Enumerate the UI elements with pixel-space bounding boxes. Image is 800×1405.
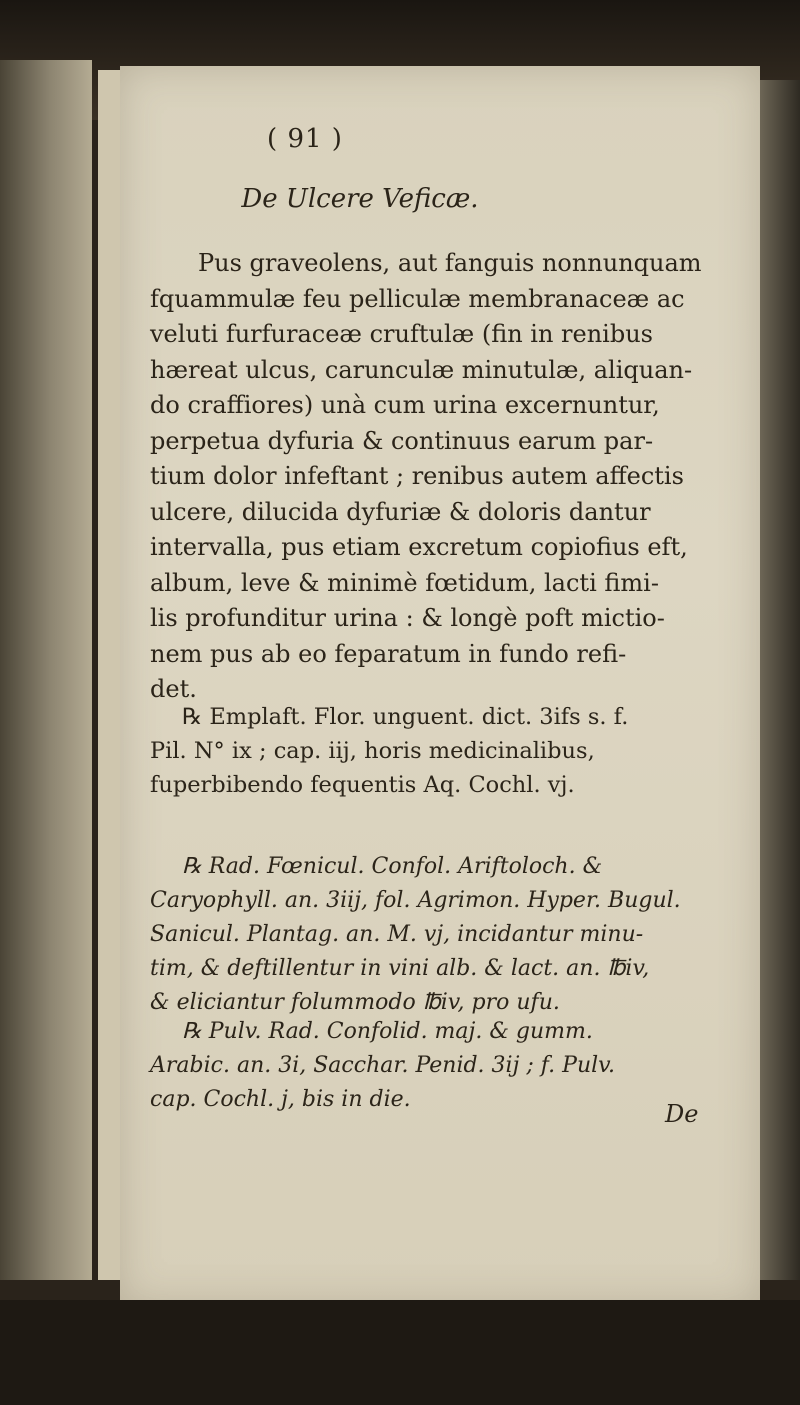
text-line: album, leve & minimè fœtidum, lacti fimi- [150,568,659,597]
text-line: Pil. N° ix ; cap. iij, horis medicinalibus, [150,738,595,764]
right-page-edge [760,80,800,1280]
text-line: ulcere, dilucida dyfuriæ & doloris dantur [150,497,651,526]
text-line: intervalla, pus etiam excretum copiofius eft, [150,533,688,561]
text-line: tim, & deftillentur in vini alb. & lact. an. ℔iv, [150,956,650,981]
text-line: tium dolor infeftant ; renibus autem affectis [150,462,684,490]
text-line: lis profunditur urina : & longè poft mictio- [150,604,665,632]
text-line: cap. Cochl. j, bis in die. [150,1087,411,1112]
text-line: fuperbibendo fequentis Aq. Cochl. vj. [150,772,575,798]
text-line: Pus graveolens, aut fanguis nonnunquam [198,249,702,277]
text-line: Caryophyll. an. 3iij, fol. Agrimon. Hyper. Bugul. [150,888,681,913]
prescription-distilled-water [150,850,710,1020]
background-bottom [0,1300,800,1405]
text-line: veluti furfuraceæ cruftulæ (fin in renibus [150,320,653,348]
text-line: & eliciantur folummodo ℔iv, pro ufu. [150,990,560,1015]
prescription-powder [150,1015,710,1117]
text-line: Arabic. an. 3i, Sacchar. Penid. 3ij ; f. Pulv. [150,1053,615,1078]
text-line: Sanicul. Plantag. an. M. vj, incidantur minu- [150,922,644,947]
facing-page-edge [0,60,92,1280]
text-line: fquammulæ feu pelliculæ membranaceæ ac [150,284,685,313]
text-line: ℞ Emplaft. Flor. unguent. dict. 3ifs s. f. [182,704,629,730]
text-line: hæreat ulcus, carunculæ minutulæ, aliquan- [150,355,693,384]
text-line: ℞ Rad. Fœnicul. Confol. Ariftoloch. & [182,854,603,879]
page-title: De Ulcere Veficæ. [241,184,479,214]
text-line: ℞ Pulv. Rad. Confolid. maj. & gumm. [182,1019,593,1044]
text-line: perpetua dyfuria & continuus earum par- [150,426,654,455]
text-line: do craffiores) unà cum urina excernuntur, [150,391,660,419]
text-line: det. [150,675,197,703]
catchword: De [665,1100,699,1128]
gutter-strip [98,70,122,1280]
main-paragraph [150,246,710,708]
text-line: nem pus ab eo feparatum in fundo refi- [150,639,627,668]
prescription-pills [150,700,710,802]
page-number: ( 91 ) [267,124,343,154]
